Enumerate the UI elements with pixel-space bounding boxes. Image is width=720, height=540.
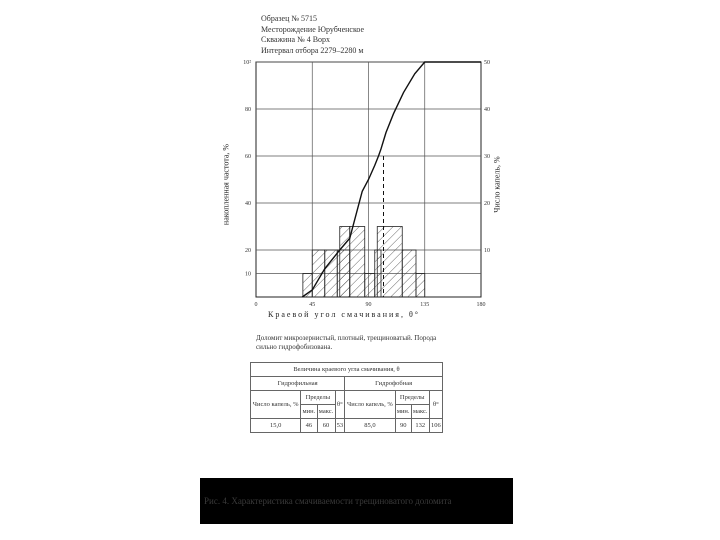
histogram-bar (365, 274, 375, 298)
x-tick-label: 0 (254, 302, 258, 308)
table-count-label-2: Число капель, % (345, 391, 395, 419)
sampling-interval: Интервал отбора 2279–2280 м (261, 45, 364, 55)
table-cell: 60 (317, 419, 335, 433)
well-number: Скважина № 4 Ворх (261, 35, 331, 44)
wettability-table (250, 362, 443, 433)
y-left-tick-label: 40 (245, 201, 251, 207)
table-cell: 53 (335, 419, 345, 433)
y-right-tick-label: 30 (484, 154, 490, 160)
table-cell: 85,0 (345, 419, 395, 433)
table-cell: 90 (395, 419, 411, 433)
y-right-tick-label: 10 (484, 248, 490, 254)
x-tick-label: 45 (309, 302, 316, 308)
y-right-tick-label: 50 (484, 60, 490, 66)
sample-number: Образец № 5715 (261, 14, 318, 23)
y-right-tick-label: 40 (484, 107, 490, 113)
table-max-label-2: макс. (411, 405, 429, 419)
histogram-bar (312, 250, 325, 297)
y-axis-right-label: Число капель, % (492, 156, 502, 213)
table-header-main: Величина краевого угла смачивания, θ (251, 363, 443, 377)
histogram-bar (350, 227, 365, 298)
y-right-tick-label: 20 (484, 201, 490, 207)
x-tick-label: 180 (476, 302, 486, 308)
table-row (251, 419, 443, 433)
table-cell: 46 (301, 419, 317, 433)
table-count-label-1: Число капель, % (251, 391, 301, 419)
figure-caption: Рис. 4. Характеристика смачиваемости трещиноватого доломита (204, 496, 452, 506)
table-theta-label-1: θ° (335, 391, 345, 419)
table-limits-label-1: Пределы (301, 391, 335, 405)
table-cell: 132 (411, 419, 429, 433)
x-axis-label: Краевой угол смачивания, θ° (268, 310, 420, 319)
table-min-label-2: мин. (395, 405, 411, 419)
table-header-hydrophobic: Гидрофобная (345, 377, 443, 391)
y-left-tick-label: 20 (245, 248, 251, 254)
y-left-tick-label: 60 (245, 154, 251, 160)
x-tick-label: 90 (365, 302, 372, 308)
histogram-bar (325, 250, 338, 297)
y-left-tick-label: 10² (243, 60, 251, 66)
table-limits-label-2: Пределы (395, 391, 429, 405)
y-axis-left-label: накопленная частота, % (221, 143, 231, 226)
table-min-label-1: мин. (301, 405, 317, 419)
x-tick-label: 135 (420, 302, 430, 308)
table-cell: 15,0 (251, 419, 301, 433)
table-theta-label-2: θ° (429, 391, 442, 419)
rock-description: Доломит микрозернистый, плотный, трещиноватый. Порода сильно гидрофобизована. (256, 334, 437, 351)
histogram-bar (377, 227, 402, 298)
table-cell: 106 (429, 419, 442, 433)
y-left-tick-label: 10 (245, 271, 251, 278)
table-header-hydrophilic: Гидрофильная (251, 377, 345, 391)
table-max-label-1: макс. (317, 405, 335, 419)
histogram-bar (402, 250, 416, 297)
y-left-tick-label: 80 (245, 107, 251, 113)
field-name: Месторождение Юрубченское (261, 24, 365, 34)
histogram-bar (416, 274, 425, 298)
histogram-bar (340, 227, 350, 298)
